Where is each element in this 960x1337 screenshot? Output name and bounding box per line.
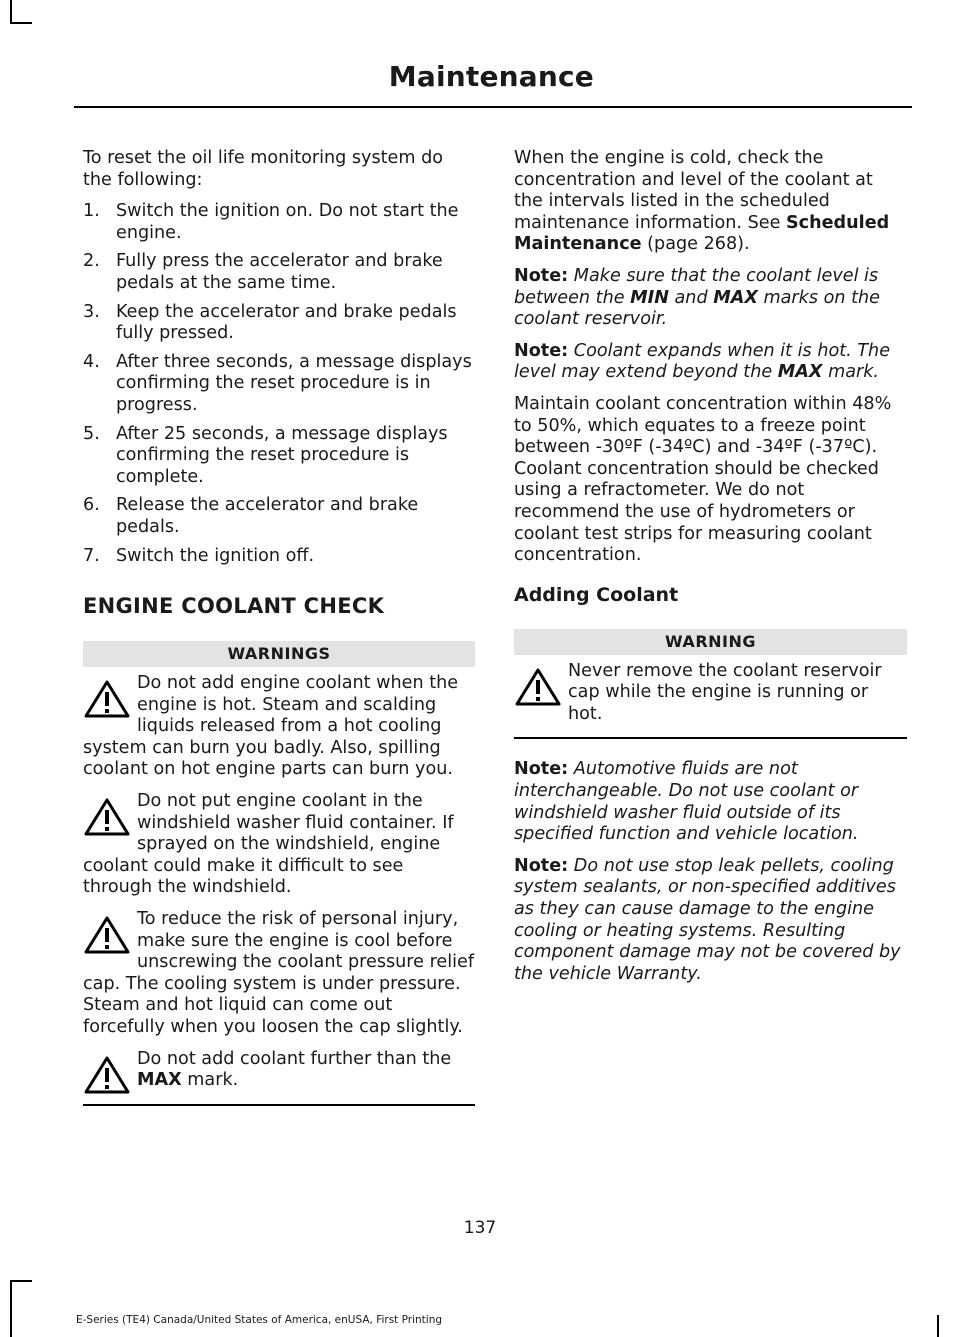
left-column <box>83 148 475 1106</box>
list-item: 1. Switch the ignition on. Do not start the engine. <box>83 201 459 243</box>
note: Note: Do not use stop leak pellets, cooling system sealants, or non-specified additives as they can cause damage to the engine cooling or heating systems. Resulting component damage may not be covered by the vehicle Warranty. <box>514 855 901 984</box>
warnings-end-rule <box>83 1104 475 1106</box>
page-number: 137 <box>463 1218 497 1238</box>
warning-triangle-icon <box>83 915 131 955</box>
warning-triangle-icon <box>83 1055 131 1095</box>
crop-mark <box>937 1315 939 1337</box>
warning-end-rule <box>514 737 907 739</box>
warning-triangle-icon <box>83 797 131 837</box>
list-item: 7. Switch the ignition off. <box>83 545 315 566</box>
list-item: 6. Release the accelerator and brake pedals. <box>83 495 419 537</box>
warning-triangle-icon <box>514 667 562 707</box>
crop-mark <box>10 1280 32 1282</box>
cross-reference-link[interactable]: Scheduled Maintenance <box>514 212 890 255</box>
note: Note: Coolant expands when it is hot. The level may extend beyond the MAX mark. <box>514 340 891 383</box>
subsection-title: Adding Coolant <box>514 583 679 606</box>
warning-item: To reduce the risk of personal injury, make sure the engine is cool before unscrewing the coolant pressure relief cap. The cooling system is under pressure. Steam and hot liquid can come out forcefully when you loosen the cap slightly. <box>83 909 475 1037</box>
warning-item: Never remove the coolant reservoir cap while the engine is running or hot. <box>514 661 907 726</box>
list-item: 5. After 25 seconds, a message displays confirming the reset procedure is complete. <box>83 423 448 487</box>
list-item: 2. Fully press the accelerator and brake pedals at the same time. <box>83 251 443 293</box>
warning-item: Do not add coolant further than the MAX mark. <box>83 1049 475 1092</box>
list-item: 3. Keep the accelerator and brake pedals fully pressed. <box>83 301 457 344</box>
warning-item: Do not put engine coolant in the windshield washer fluid container. If sprayed on the windshield, engine coolant could make it difficult to see through the windshield. <box>83 791 454 898</box>
step-list <box>83 201 475 567</box>
page-title: Maintenance <box>388 60 594 93</box>
note: Note: Automotive fluids are not interchangeable. Do not use coolant or windshield washer fluid outside of its specified function and vehicle location. <box>514 759 859 845</box>
list-item: 4. After three seconds, a message displays confirming the reset procedure is in progress. <box>83 351 472 415</box>
right-column <box>514 148 907 995</box>
warnings-heading: WARNINGS <box>83 641 475 667</box>
paragraph: Maintain coolant concentration within 48% to 50%, which equates to a freeze point between -30ºF (-34ºC) and -34ºF (-37ºC). Coolant concentration should be checked using a refractometer. We do not recommend the use of hydrometers or coolant test strips for measuring coolant concentration. <box>514 393 892 566</box>
paragraph: When the engine is cold, check the concentration and level of the coolant at the intervals listed in the scheduled maintenance information. See Scheduled Maintenance (page 268). <box>514 148 890 255</box>
crop-mark <box>10 0 12 22</box>
footer-text: E-Series (TE4) Canada/United States of America, enUSA, First Printing <box>76 1314 443 1326</box>
crop-mark <box>10 1280 12 1337</box>
crop-mark <box>10 22 32 24</box>
section-title: ENGINE COOLANT CHECK <box>83 594 385 619</box>
warning-item: Do not add engine coolant when the engine is hot. Steam and scalding liquids released from a hot cooling system can burn you badly. Also, spilling coolant on hot engine parts can burn you. <box>83 673 459 780</box>
intro-text: To reset the oil life monitoring system do the following: <box>83 148 444 190</box>
warning-heading: WARNING <box>514 629 907 655</box>
note: Note: Make sure that the coolant level is between the MIN and MAX marks on the coolant reservoir. <box>514 265 880 330</box>
header-rule <box>74 106 912 108</box>
warning-triangle-icon <box>83 679 131 719</box>
